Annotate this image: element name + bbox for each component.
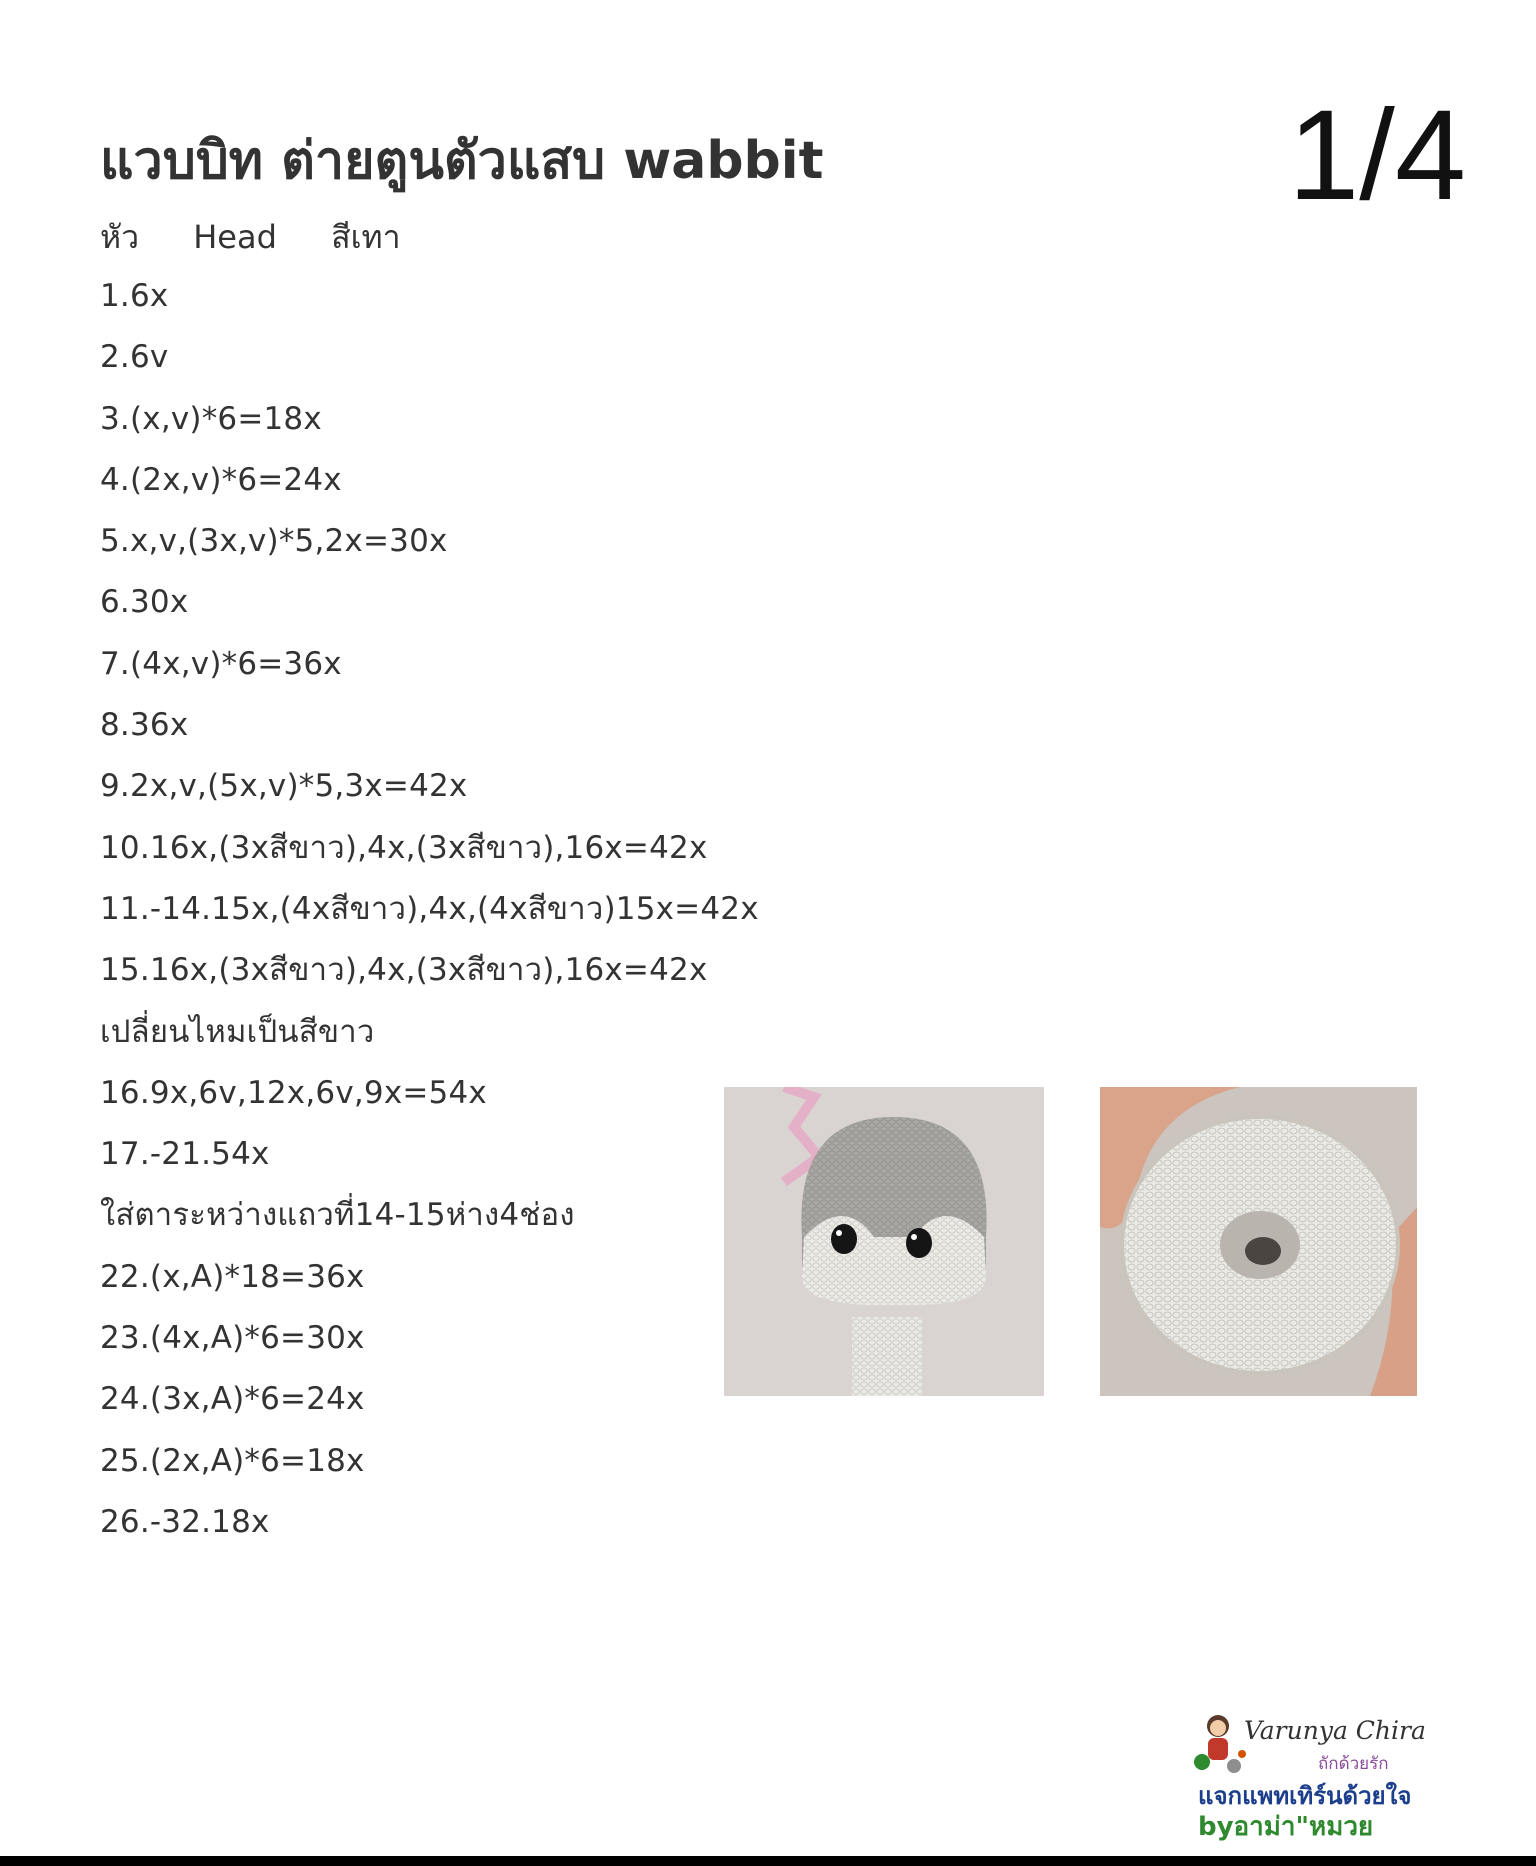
logo-line2: byอาม่า"หมวย <box>1198 1812 1374 1842</box>
pattern-row: 15.16x,(3xสีขาว),4x,(3xสีขาว),16x=42x <box>100 952 708 989</box>
pattern-note: เปลี่ยนไหมเป็นสีขาว <box>100 1013 375 1050</box>
author-logo <box>1190 1710 1430 1842</box>
pattern-row: 5.x,v,(3x,v)*5,2x=30x <box>100 523 448 560</box>
section-color: สีเทา <box>331 218 401 256</box>
pattern-row: 9.2x,v,(5x,v)*5,3x=42x <box>100 768 468 805</box>
pattern-row: 7.(4x,v)*6=36x <box>100 645 342 682</box>
logo-tagline: ถักด้วยรัก <box>1318 1754 1389 1774</box>
head-photo <box>724 1087 1044 1396</box>
pattern-note: ใส่ตาระหว่างแถวที่14-15ห่าง4ช่อง <box>100 1197 575 1234</box>
pattern-row: 25.(2x,A)*6=18x <box>100 1442 365 1479</box>
donut-photo <box>1100 1087 1417 1396</box>
section-part-en: Head <box>193 218 277 256</box>
pattern-rows <box>100 274 759 1561</box>
pattern-row: 10.16x,(3xสีขาว),4x,(3xสีขาว),16x=42x <box>100 829 708 866</box>
section-part: หัว <box>100 218 140 256</box>
page-number: 1/4 <box>1288 84 1466 227</box>
pattern-row: 11.-14.15x,(4xสีขาว),4x,(4xสีขาว)15x=42x <box>100 890 759 927</box>
pattern-row: 2.6v <box>100 339 169 376</box>
pattern-row: 6.30x <box>100 584 189 621</box>
section-header <box>100 212 445 263</box>
page-title: แวบบิท ต่ายตูนตัวแสบ wabbit <box>100 131 824 191</box>
crochet-donut-image <box>1100 1087 1417 1396</box>
pattern-row: 4.(2x,v)*6=24x <box>100 461 342 498</box>
pattern-row: 26.-32.18x <box>100 1503 270 1540</box>
pattern-row: 8.36x <box>100 707 189 744</box>
girl-with-yarn-icon <box>1190 1710 1250 1776</box>
bottom-bar <box>0 1856 1536 1866</box>
pattern-row: 1.6x <box>100 278 169 314</box>
pattern-row: 24.(3x,A)*6=24x <box>100 1381 365 1418</box>
pattern-row: 17.-21.54x <box>100 1136 270 1173</box>
logo-line1: แจกแพทเทิร์นด้วยใจ <box>1198 1782 1412 1810</box>
pattern-row: 16.9x,6v,12x,6v,9x=54x <box>100 1074 487 1111</box>
logo-name: Varunya Chira <box>1244 1716 1426 1745</box>
pattern-row: 22.(x,A)*18=36x <box>100 1258 365 1295</box>
pattern-row: 23.(4x,A)*6=30x <box>100 1320 365 1357</box>
pattern-row: 3.(x,v)*6=18x <box>100 400 322 437</box>
crochet-head-image <box>724 1087 1044 1396</box>
